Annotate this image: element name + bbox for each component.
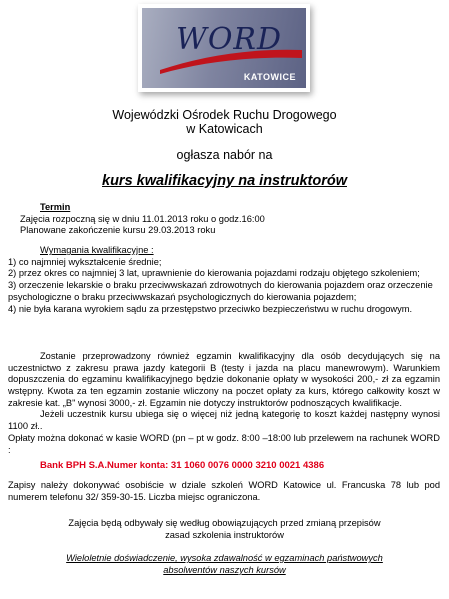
- term-start: Zajęcia rozpoczną się w dniu 11.01.2013 roku o godz.16:00: [20, 213, 265, 224]
- requirement-item: 2) przez okres co najmniej 3 lat, uprawnienie do kierowania pojazdami rodzaju objętego szkoleniem;: [8, 268, 420, 279]
- requirements-section: [8, 245, 440, 315]
- closing-line-2: zasad szkolenia instruktorów: [165, 529, 284, 540]
- org-line-2: w Katowicach: [186, 122, 263, 136]
- course-title: kurs kwalifikacyjny na instruktorów: [102, 173, 347, 189]
- word-logo: [138, 4, 310, 92]
- registration-paragraph: Zapisy należy dokonywać osobiście w dziale szkoleń WORD Katowice ul. Francuska 78 lub pod numerem telefonu 32/ 359-30-15. Liczba miejsc ograniczona.: [8, 480, 440, 502]
- organization-name: [0, 108, 449, 136]
- logo-word-text: WORD: [176, 22, 283, 57]
- footer-slogan: [0, 553, 449, 576]
- requirements-heading: Wymagania kwalifikacyjne :: [40, 245, 154, 255]
- requirement-item: 3) orzeczenie lekarskie o braku przeciwwskazań zdrowotnych do kierowania pojazdem oraz orzeczenie psychologiczne o braku przeciwwskazań psychologicznych do kierowania pojazdem;: [8, 280, 433, 302]
- extra-category-paragraph: Jeżeli uczestnik kursu ubiega się o więcej niż jedną kategorię to koszt każdej następny wynosi 1100 zł..: [8, 409, 440, 431]
- closing-line-1: Zajęcia będą odbywały się według obowiązujących przed zmianą przepisów: [68, 518, 381, 528]
- requirement-item: 1) co najmniej wykształcenie średnie;: [8, 256, 162, 267]
- exam-paragraph: Zostanie przeprowadzony również egzamin kwalifikacyjny dla osób decydujących się na uczestnictwo z zakresu prawa jazdy kategorii B (testy i jazda na placu manewrowym). Warunkiem dopuszczenia do egzaminu kwalifikacyjnego będzie dokonanie opłaty w wysokości 200,- zł za egzamin wstępny. Kwota za ten egzamin zostanie wliczony na poczet opłaty za kurs, którego całkowity koszt w zakresie kat. „B" wynosi 3000,- zł. Egzamin nie dotyczy instruktorów podnoszących kwalifikacje.: [8, 351, 440, 408]
- logo-city-text: KATOWICE: [243, 72, 296, 82]
- closing-note: [0, 518, 449, 541]
- term-heading: Termin: [40, 202, 71, 212]
- announcement-text: ogłasza nabór na: [176, 148, 273, 162]
- term-end: Planowane zakończenie kursu 29.03.2013 roku: [20, 225, 216, 236]
- footer-line-1: Wieloletnie doświadczenie, wysoka zdawalność w egzaminach państwowych: [66, 553, 383, 563]
- payment-paragraph: Opłaty można dokonać w kasie WORD (pn – pt w godz. 8:00 –18:00 lub przelewem na rachunek WORD :: [8, 433, 440, 455]
- footer-line-2: absolwentów naszych kursów: [163, 564, 286, 575]
- org-line-1: Wojewódzki Ośrodek Ruchu Drogowego: [112, 108, 337, 122]
- term-section: [20, 202, 440, 237]
- bank-account: Bank BPH S.A.Numer konta: 31 1060 0076 0000 3210 0021 4386: [40, 460, 325, 471]
- requirement-item: 4) nie była karana wyrokiem sądu za przestępstwo przeciwko bezpieczeństwu w ruchu drogowym.: [8, 303, 413, 314]
